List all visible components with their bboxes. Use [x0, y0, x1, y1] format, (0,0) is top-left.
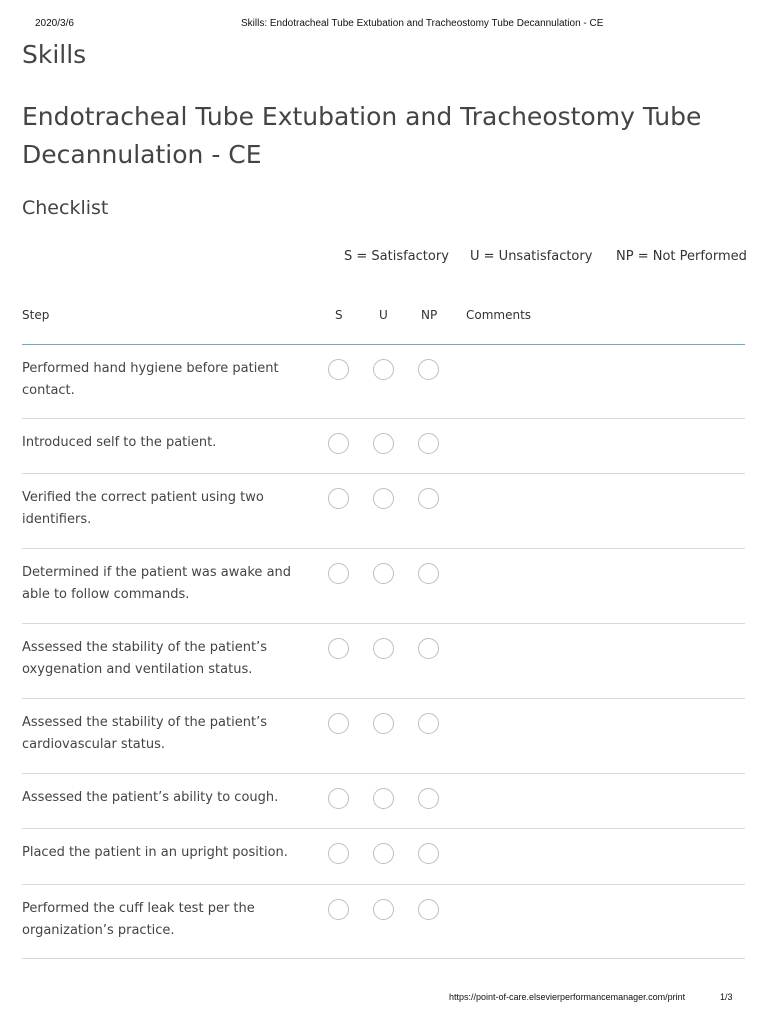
section-title: Skills [22, 40, 87, 69]
radio-not-performed[interactable] [418, 563, 439, 584]
column-header-step: Step [22, 308, 50, 322]
checklist-row [22, 549, 745, 624]
checklist-row [22, 474, 745, 549]
radio-satisfactory[interactable] [328, 899, 349, 920]
column-header-s: S [335, 308, 343, 322]
column-header-u: U [379, 308, 388, 322]
radio-unsatisfactory[interactable] [373, 433, 394, 454]
print-date: 2020/3/6 [35, 18, 74, 29]
radio-unsatisfactory[interactable] [373, 488, 394, 509]
radio-satisfactory[interactable] [328, 843, 349, 864]
radio-not-performed[interactable] [418, 433, 439, 454]
radio-unsatisfactory[interactable] [373, 638, 394, 659]
legend-not-performed: NP = Not Performed [616, 249, 747, 264]
legend-unsatisfactory: U = Unsatisfactory [470, 249, 593, 264]
radio-satisfactory[interactable] [328, 563, 349, 584]
radio-unsatisfactory[interactable] [373, 788, 394, 809]
radio-unsatisfactory[interactable] [373, 563, 394, 584]
step-text: Performed hand hygiene before patient contact. [22, 361, 279, 398]
print-header [0, 18, 768, 32]
radio-satisfactory[interactable] [328, 433, 349, 454]
step-text: Placed the patient in an upright position. [22, 845, 288, 860]
radio-satisfactory[interactable] [328, 488, 349, 509]
radio-satisfactory[interactable] [328, 713, 349, 734]
checklist-row [22, 885, 745, 959]
radio-not-performed[interactable] [418, 638, 439, 659]
radio-satisfactory[interactable] [328, 638, 349, 659]
checklist-row [22, 624, 745, 699]
step-text: Assessed the stability of the patient’s cardiovascular status. [22, 715, 267, 752]
radio-not-performed[interactable] [418, 359, 439, 380]
radio-not-performed[interactable] [418, 713, 439, 734]
step-text: Verified the correct patient using two identifiers. [22, 490, 264, 527]
checklist-row [22, 345, 745, 419]
radio-not-performed[interactable] [418, 899, 439, 920]
column-header-comments: Comments [466, 308, 532, 322]
radio-unsatisfactory[interactable] [373, 713, 394, 734]
checklist-row [22, 699, 745, 774]
radio-unsatisfactory[interactable] [373, 359, 394, 380]
checklist-title: Checklist [22, 197, 109, 219]
checklist-row [22, 419, 745, 474]
step-text: Performed the cuff leak test per the organization’s practice. [22, 901, 255, 938]
step-text: Assessed the patient’s ability to cough. [22, 790, 279, 805]
checklist-table-header [22, 298, 745, 345]
checklist-row [22, 829, 745, 885]
radio-not-performed[interactable] [418, 843, 439, 864]
radio-satisfactory[interactable] [328, 359, 349, 380]
radio-satisfactory[interactable] [328, 788, 349, 809]
column-header-np: NP [421, 308, 438, 322]
step-text: Determined if the patient was awake and able to follow commands. [22, 565, 292, 602]
checklist-row [22, 774, 745, 829]
page-number: 1/3 [720, 992, 733, 1002]
print-document-title: Skills: Endotracheal Tube Extubation and Tracheostomy Tube Decannulation - CE [241, 18, 604, 29]
checklist-rows [22, 345, 745, 959]
radio-not-performed[interactable] [418, 488, 439, 509]
step-text: Assessed the stability of the patient’s oxygenation and ventilation status. [22, 640, 267, 677]
skill-title: Endotracheal Tube Extubation and Tracheostomy Tube Decannulation - CE [22, 102, 702, 169]
radio-not-performed[interactable] [418, 788, 439, 809]
step-text: Introduced self to the patient. [22, 435, 217, 450]
radio-unsatisfactory[interactable] [373, 899, 394, 920]
print-url: https://point-of-care.elsevierperformancemanager.com/print [449, 992, 686, 1002]
radio-unsatisfactory[interactable] [373, 843, 394, 864]
legend-satisfactory: S = Satisfactory [344, 249, 449, 264]
